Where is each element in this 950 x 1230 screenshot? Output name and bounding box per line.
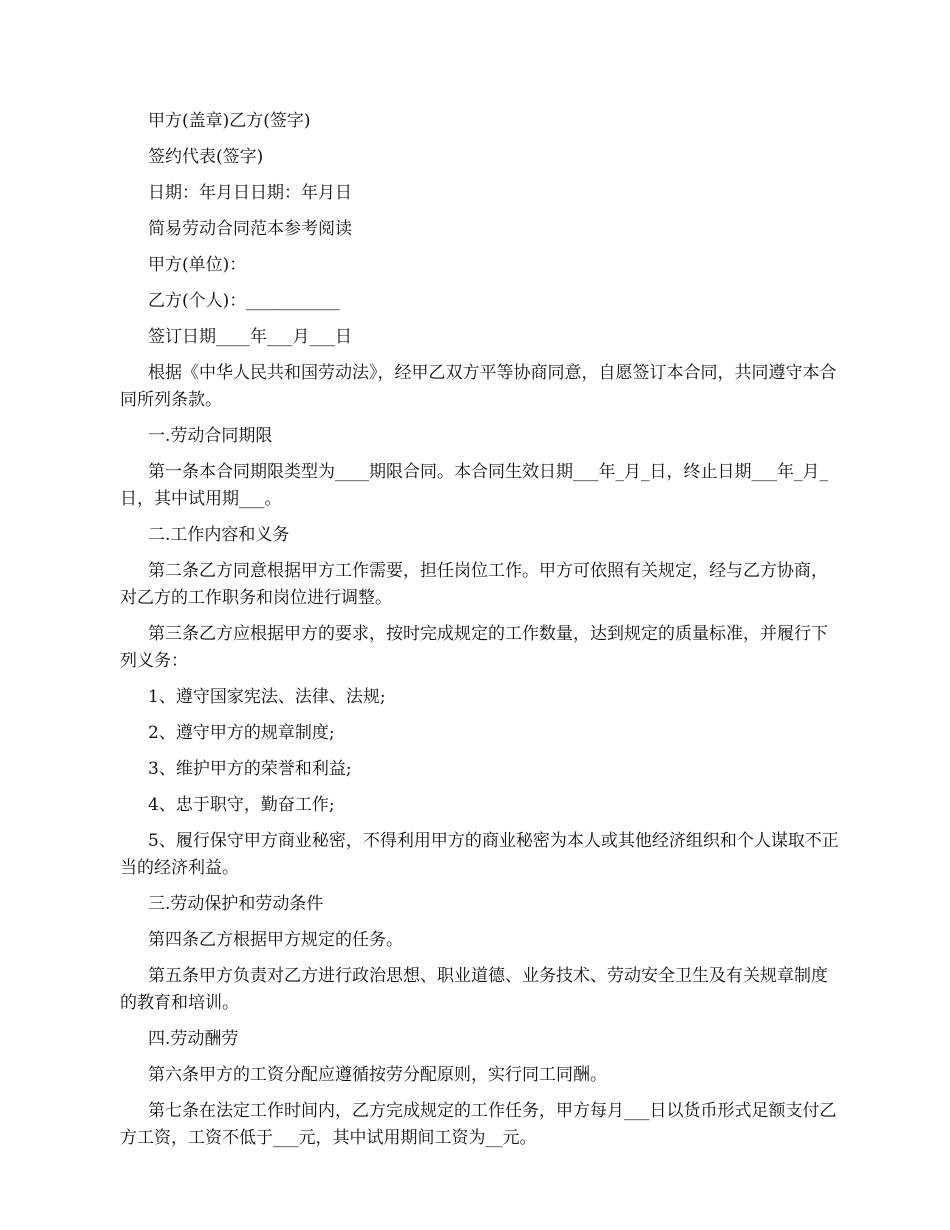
duty-item-2: 2、遵守甲方的规章制度; [148,723,335,743]
signing-date-field: 签订日期____年___月___日 [148,327,352,347]
article-2: 第二条乙方同意根据甲方工作需要，担任岗位工作。甲方可依照有关规定，经与乙方协商，对乙方的工作职务和岗位进行调整。 [120,561,828,608]
article-5: 第五条甲方负责对乙方进行政治思想、职业道德、业务技术、劳动安全卫生及有关规章制度的教育和培训。 [120,966,828,1013]
article-6: 第六条甲方的工资分配应遵循按劳分配原则，实行同工同酬。 [148,1065,607,1085]
preamble-paragraph: 根据《中华人民共和国劳动法》，经甲乙双方平等协商同意，自愿签订本合同，共同遵守本合同所列条款。 [120,363,837,410]
duty-item-1: 1、遵守国家宪法、法律、法规; [148,687,386,707]
signature-line-dates: 日期：年月日日期：年月日 [148,183,352,203]
signature-line-parties: 甲方(盖章)乙方(签字) [148,111,311,131]
contract-title: 简易劳动合同范本参考阅读 [148,219,352,239]
duty-item-4: 4、忠于职守，勤奋工作; [148,795,335,815]
section-heading-term: 一.劳动合同期限 [148,426,273,446]
party-b-field: 乙方(个人)：___________ [148,291,340,311]
section-heading-duties: 二.工作内容和义务 [148,525,290,545]
article-1: 第一条本合同期限类型为____期限合同。本合同生效日期___年_月_日，终止日期___年_月_日，其中试用期___。 [120,462,828,509]
article-4: 第四条乙方根据甲方规定的任务。 [148,930,403,950]
section-heading-protection: 三.劳动保护和劳动条件 [148,894,324,914]
section-heading-remuneration: 四.劳动酬劳 [148,1029,239,1049]
party-a-field: 甲方(单位)： [148,255,247,275]
contract-text [120,108,840,1161]
article-7: 第七条在法定工作时间内，乙方完成规定的工作任务，甲方每月___日以货币形式足额支付乙方工资，工资不低于___元，其中试用期间工资为__元。 [120,1101,837,1148]
duty-item-3: 3、维护甲方的荣誉和利益; [148,759,352,779]
signature-line-representative: 签约代表(签字) [148,147,264,167]
article-3: 第三条乙方应根据甲方的要求，按时完成规定的工作数量，达到规定的质量标准，并履行下列义务： [120,624,828,671]
duty-item-5: 5、履行保守甲方商业秘密，不得利用甲方的商业秘密为本人或其他经济组织和个人谋取不正当的经济利益。 [120,831,839,878]
